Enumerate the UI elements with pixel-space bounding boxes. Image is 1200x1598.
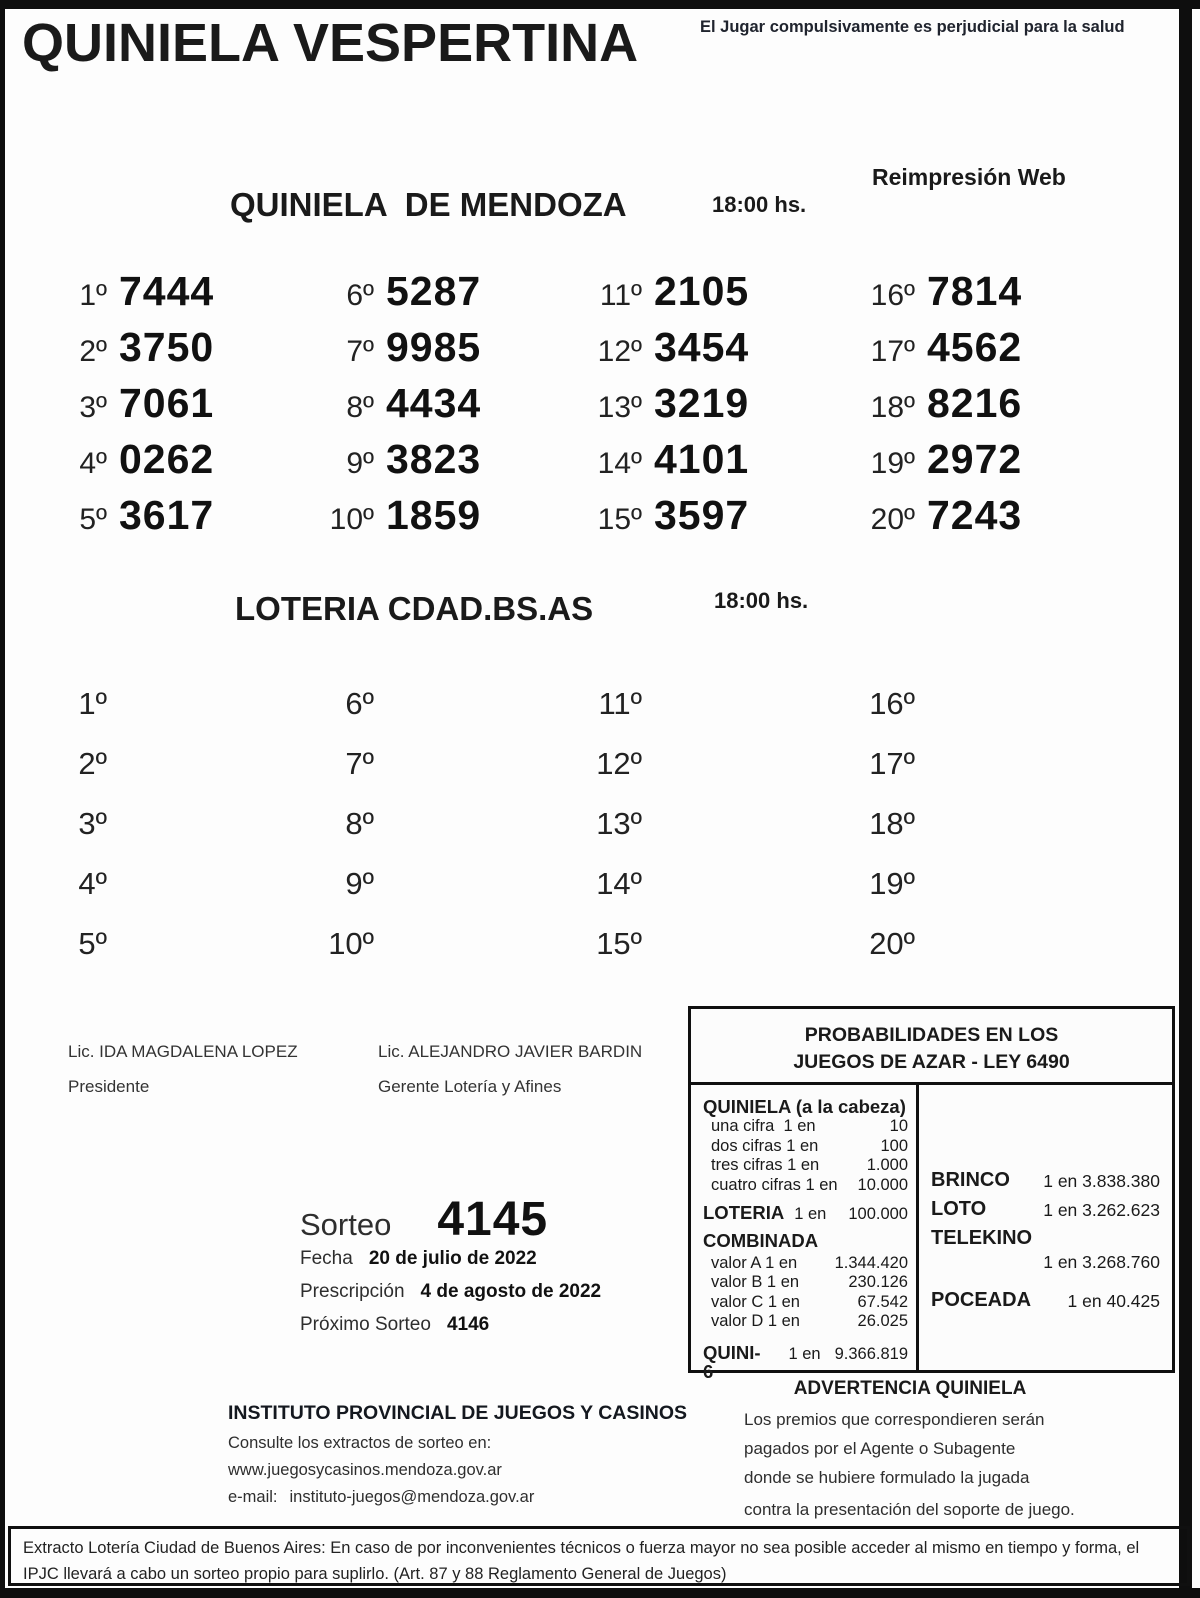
probabilities-title-line2: JUEGOS DE AZAR - LEY 6490 [793,1051,1070,1074]
quiniela-warning-block [744,1378,1076,1528]
game-name: LOTO [931,1198,987,1220]
result-number: 4562 [927,324,1023,370]
draw-date-row [300,1248,537,1270]
quiniela-warning-line: contra la presentación del soporte de juego. [744,1499,1075,1519]
result-position: 19º [870,447,915,480]
odds-row [703,1293,908,1313]
result-cell [853,380,1023,426]
odds-label: LOTERIA [703,1202,785,1223]
official-name: Lic. ALEJANDRO JAVIER BARDIN [378,1042,643,1061]
institute-email-row [228,1488,687,1507]
result-cell [45,380,215,426]
page-border-top [0,0,1200,9]
loteria-odds-row [703,1203,908,1225]
result-number: 0262 [119,436,215,482]
odds-row [703,1156,908,1176]
result-number: 3219 [654,380,750,426]
draw-number-label: Sorteo [300,1207,392,1242]
result-position: 3º [79,391,107,424]
combinada-odds-header: COMBINADA [703,1229,819,1251]
bsas-position-cell [853,926,915,959]
footer-disclaimer: Extracto Lotería Ciudad de Buenos Aires: En caso de por inconvenientes técnicos o fuerza mayor no sea posible acceder al mismo en tiempo y forma, el IPJC llevará a cabo un sorteo propio para suplirlo. (Art. 87 y 88 Reglamento General de Juegos) [8,1526,1190,1586]
result-number: 7243 [927,492,1023,538]
bsas-position-label: 8º [345,806,374,841]
odds-row [703,1137,908,1157]
bsas-positions-column-2 [312,686,374,959]
result-number: 7061 [119,380,215,426]
bsas-position-label: 14º [596,866,642,901]
probabilities-box [688,1006,1175,1382]
result-position: 6º [346,279,374,312]
bsas-position-label: 3º [78,806,107,841]
quiniela-warning-line: pagados por el Agente o Subagente [744,1438,1016,1458]
odds-label: cuatro cifras 1 en [711,1175,838,1194]
brinco-odds [931,1169,1160,1191]
bsas-position-label: 9º [345,866,374,901]
prescription-label: Prescripción [300,1281,405,1302]
odds-row [703,1176,908,1196]
email-address: instituto-juegos@mendoza.gov.ar [289,1488,535,1506]
result-cell [312,436,482,482]
draw-date-label: Fecha [300,1248,353,1269]
result-position: 8º [346,391,374,424]
result-position: 11º [599,279,642,312]
bsas-position-cell [580,806,642,839]
poceada-odds [931,1289,1160,1311]
probabilities-left-column [691,1085,919,1382]
result-cell [580,492,750,538]
bsas-position-label: 13º [596,806,642,841]
bsas-position-cell [45,746,107,779]
result-cell [312,492,482,538]
odds-label: una cifra 1 en [711,1117,816,1135]
result-number: 8216 [927,380,1023,426]
bsas-positions-column-3 [580,686,642,959]
bsas-position-cell [312,866,374,899]
result-position: 14º [597,447,642,480]
result-position: 16º [870,279,915,312]
bsas-position-cell [312,926,374,959]
result-number: 4434 [386,380,482,426]
odds-value: 1.344.420 [834,1253,908,1272]
result-number: 3617 [119,492,215,538]
email-label: e-mail: [228,1488,278,1506]
next-draw-value: 4146 [446,1314,490,1335]
quiniela-warning-line: donde se hubiere formulado la jugada [744,1467,1030,1487]
prescription-row [300,1281,601,1303]
result-cell [580,324,750,370]
game-name: BRINCO [931,1169,1010,1191]
draw-number-value: 4145 [437,1193,549,1246]
odds-value: 67.542 [857,1292,908,1311]
bsas-position-label: 2º [78,746,107,781]
odds-row [703,1254,908,1274]
result-position: 13º [597,391,642,424]
bsas-position-label: 7º [345,746,374,781]
result-number: 2105 [654,268,750,314]
game-odds: 1 en 3.838.380 [1043,1171,1160,1191]
page-border-right [1179,0,1192,1598]
bsas-position-cell [853,686,915,719]
official-president [68,1042,298,1097]
bsas-position-label: 15º [596,926,642,961]
page-border-bottom [0,1588,1200,1598]
mendoza-results-column-1 [45,268,215,538]
result-number: 4101 [654,436,750,482]
result-number: 1859 [386,492,482,538]
odds-label: valor B 1 en [711,1273,800,1291]
bsas-position-cell [580,866,642,899]
quiniela-odds-header: QUINIELA (a la cabeza) [703,1096,906,1117]
result-number: 5287 [386,268,482,314]
result-number: 3597 [654,492,750,538]
institute-name: INSTITUTO PROVINCIAL DE JUEGOS Y CASINOS [228,1402,688,1424]
mendoza-results-column-3 [580,268,750,538]
result-cell [312,324,482,370]
result-cell [312,380,482,426]
bsas-position-label: 16º [869,686,915,721]
odds-value: 10.000 [857,1175,908,1194]
institute-website: www.juegosycasinos.mendoza.gov.ar [228,1461,502,1479]
official-name: Lic. IDA MAGDALENA LOPEZ [68,1042,298,1061]
odds-row [703,1312,908,1332]
bsas-position-cell [853,806,915,839]
odds-value: 9.366.819 [834,1344,908,1363]
probabilities-right-column [919,1085,1172,1370]
result-position: 15º [597,503,642,536]
odds-label: valor D 1 en [711,1312,800,1330]
odds-label: tres cifras 1 en [711,1156,820,1174]
game-odds: 1 en 3.268.760 [1043,1252,1160,1272]
result-number: 7814 [927,268,1023,314]
game-odds: 1 en 40.425 [1067,1291,1160,1311]
result-cell [580,380,750,426]
bsas-position-cell [853,866,915,899]
mendoza-results-column-4 [853,268,1023,538]
result-position: 2º [79,335,107,368]
odds-label: valor C 1 en [711,1292,800,1311]
result-position: 20º [870,503,915,536]
result-cell [853,268,1023,314]
bsas-positions-column-1 [45,686,107,959]
next-draw-label: Próximo Sorteo [300,1314,431,1335]
game-name: TELEKINO [931,1227,1033,1249]
health-warning: El Jugar compulsivamente es perjudicial para la salud [700,18,1125,36]
mendoza-draw-time: 18:00 hs. [712,192,807,217]
odds-value: 26.025 [857,1312,908,1330]
bsas-position-label: 5º [78,926,107,961]
odds-mid: 1 en [794,1205,827,1223]
result-cell [45,492,215,538]
official-role: Presidente [68,1077,150,1096]
next-draw-row [300,1314,489,1336]
institute-block [228,1402,687,1515]
bsas-positions-column-4 [853,686,915,959]
game-odds: 1 en 3.262.623 [1043,1200,1160,1220]
result-cell [580,268,750,314]
draw-date-value: 20 de julio de 2022 [368,1248,537,1269]
bsas-position-label: 12º [596,746,642,781]
result-cell [312,268,482,314]
game-name: POCEADA [931,1289,1032,1311]
quiniela-warning-title: ADVERTENCIA QUINIELA [793,1378,1027,1399]
odds-value: 100 [880,1136,908,1155]
result-position: 17º [870,335,915,368]
mendoza-section-title: QUINIELA DE MENDOZA [230,186,627,223]
result-cell [853,324,1023,370]
prescription-value: 4 de agosto de 2022 [420,1281,602,1302]
result-cell [853,492,1023,538]
bsas-position-cell [580,926,642,959]
bsas-position-label: 18º [869,806,915,841]
result-position: 9º [346,447,374,480]
bsas-position-label: 11º [598,686,642,721]
bsas-section-title: LOTERIA CDAD.BS.AS [235,590,594,627]
page-border-left [0,0,5,1598]
odds-value: 10 [889,1117,908,1135]
bsas-position-cell [853,746,915,779]
reprint-label: Reimpresión Web [872,164,1066,190]
result-position: 18º [870,391,915,424]
quini6-odds-row [703,1343,908,1382]
institute-consult-line: Consulte los extractos de sorteo en: [228,1434,492,1452]
result-position: 12º [597,335,642,368]
bsas-position-label: 17º [869,746,915,781]
odds-value: 230.126 [848,1273,908,1291]
bsas-position-label: 19º [869,866,915,901]
result-number: 2972 [927,436,1023,482]
bsas-position-cell [45,686,107,719]
bsas-position-cell [580,686,642,719]
bsas-position-label: 4º [78,866,107,901]
official-manager [378,1042,642,1097]
result-position: 1º [79,279,107,312]
odds-value: 100.000 [848,1205,908,1223]
odds-mid: 1 en [788,1344,821,1363]
result-cell [580,436,750,482]
draw-number-row [300,1192,548,1247]
bsas-position-cell [580,746,642,779]
odds-label: dos cifras 1 en [711,1136,819,1155]
result-number: 3750 [119,324,215,370]
result-position: 10º [329,503,374,536]
odds-row [703,1273,908,1293]
mendoza-results-column-2 [312,268,482,538]
probabilities-title-line1: PROBABILIDADES EN LOS [804,1024,1059,1046]
result-cell [853,436,1023,482]
bsas-position-label: 20º [869,926,915,961]
quiniela-warning-line: Los premios que correspondieren serán [744,1410,1045,1429]
result-number: 3454 [654,324,750,370]
bsas-position-cell [312,746,374,779]
odds-label: valor A 1 en [711,1253,798,1272]
bsas-position-cell [45,806,107,839]
bsas-position-cell [312,686,374,719]
odds-value: 1.000 [866,1156,908,1174]
page-title: QUINIELA VESPERTINA [22,13,639,73]
result-cell [45,436,215,482]
probabilities-body [691,1085,1172,1382]
loto-odds [931,1198,1160,1220]
odds-label: QUINI-6 [703,1341,761,1382]
result-cell [45,268,215,314]
bsas-position-cell [45,866,107,899]
telekino-odds [931,1227,1160,1273]
bsas-position-label: 1º [78,686,107,721]
result-position: 5º [79,503,107,536]
bsas-draw-time: 18:00 hs. [714,588,809,613]
result-number: 7444 [119,268,215,314]
bsas-position-cell [45,926,107,959]
result-position: 7º [346,335,374,368]
probabilities-title [691,1009,1172,1085]
official-role: Gerente Lotería y Afines [378,1077,562,1096]
result-number: 9985 [386,324,482,370]
bsas-position-cell [312,806,374,839]
bsas-position-label: 10º [328,926,374,961]
result-position: 4º [79,447,107,480]
result-cell [45,324,215,370]
odds-row [703,1117,908,1137]
bsas-position-label: 6º [345,686,374,721]
result-number: 3823 [386,436,482,482]
